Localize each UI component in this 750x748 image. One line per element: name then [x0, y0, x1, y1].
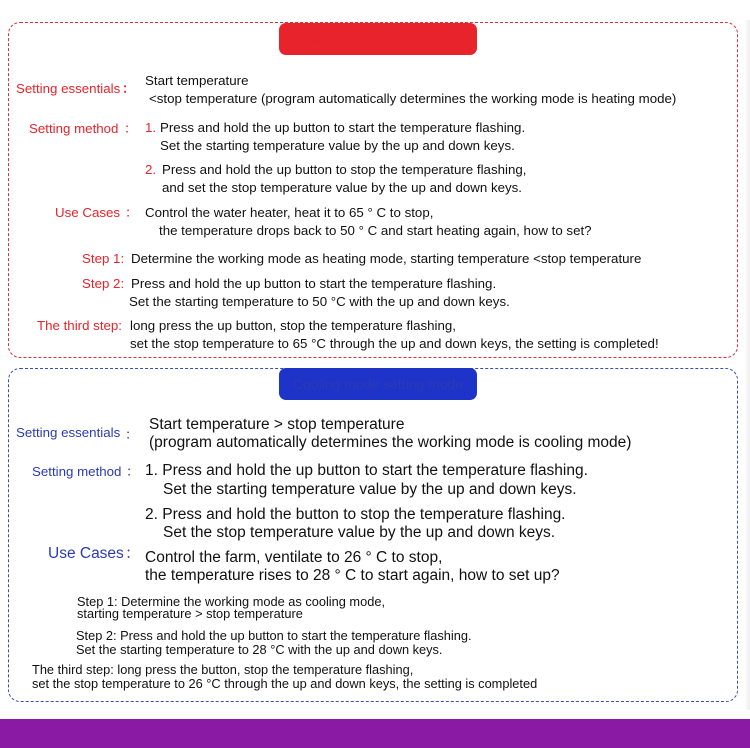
footer-bar [0, 719, 750, 748]
cooling-essentials-colon: ： [125, 427, 139, 442]
cooling-step3-line2: set the stop temperature to 26 °C through the up and down keys, the setting is completed [32, 676, 538, 691]
heating-step1-text: Determine the working mode as heating mode, starting temperature <stop temperature [131, 251, 642, 266]
heating-use-colon: ： [125, 205, 139, 220]
cooling-method-line1b: Set the starting temperature value by the up and down keys. [163, 481, 577, 498]
heating-essentials-colon: ： [122, 81, 136, 96]
cooling-method-label: Setting method [32, 464, 122, 479]
heating-step2-label: Step 2: [82, 276, 125, 291]
heating-essentials-line2: <stop temperature (program automatically determines the working mode is heating mode) [149, 91, 677, 106]
cooling-step1-line1: Step 1: Determine the working mode as cooling mode, [77, 594, 386, 609]
right-edge-shadow [744, 20, 750, 710]
heating-use-label: Use Cases [55, 205, 121, 220]
heating-method-num2: 2. [145, 162, 157, 177]
heating-essentials-line1: Start temperature [145, 73, 249, 88]
heating-step2-line2: Set the starting temperature to 50 °C with the up and down keys. [129, 294, 510, 309]
heating-step3-label: The third step: [37, 318, 122, 333]
cooling-step2-line1: Step 2: Press and hold the up button to start the temperature flashing. [76, 628, 472, 643]
heating-method-label: Setting method [29, 121, 119, 136]
heating-method-num1: 1. [145, 120, 157, 135]
cooling-title-badge: Cooling mode setting mode [279, 368, 477, 400]
heating-step3-line1: long press the up button, stop the temperature flashing, [130, 318, 456, 333]
cooling-step3-line1: The third step: long press the button, stop the temperature flashing, [32, 662, 414, 677]
cooling-essentials-line1: Start temperature > stop temperature [149, 416, 405, 433]
heating-method-line2a: Press and hold the up button to stop the temperature flashing, [162, 162, 527, 177]
heating-step3-line2: set the stop temperature to 65 °C through the up and down keys, the setting is completed! [130, 336, 659, 351]
heating-use-line2: the temperature drops back to 50 ° C and start heating again, how to set? [159, 223, 592, 238]
cooling-use-line1: Control the farm, ventilate to 26 ° C to stop, [145, 549, 443, 566]
cooling-step2-line2: Set the starting temperature to 28 °C with the up and down keys. [76, 642, 443, 657]
cooling-use-colon: ： [125, 545, 141, 562]
heating-use-line1: Control the water heater, heat it to 65 ° C to stop, [145, 205, 434, 220]
heating-method-line2b: and set the stop temperature value by the up and down keys. [162, 180, 522, 195]
heating-method-line1a: Press and hold the up button to start the temperature flashing. [160, 120, 526, 135]
cooling-use-line2: the temperature rises to 28 ° C to start again, how to set up? [145, 567, 560, 584]
cooling-essentials-line2: (program automatically determines the working mode is cooling mode) [149, 434, 632, 451]
heating-step2-line1: Press and hold the up button to start the temperature flashing. [131, 276, 497, 291]
cooling-method-colon: ： [126, 464, 140, 479]
heating-essentials-label: Setting essentials [16, 81, 121, 96]
cooling-use-label: Use Cases [48, 545, 124, 562]
cooling-step1-line2: starting temperature > stop temperature [77, 606, 303, 621]
cooling-essentials-label: Setting essentials [16, 425, 121, 440]
heating-method-line1b: Set the starting temperature value by the up and down keys. [160, 138, 515, 153]
heating-method-colon: ： [124, 121, 138, 136]
heating-step1-label: Step 1: [82, 251, 125, 266]
cooling-method-line2a: 2. Press and hold the button to stop the temperature flashing. [145, 506, 566, 523]
cooling-method-line1a: 1. Press and hold the up button to start the temperature flashing. [145, 462, 588, 479]
cooling-method-line2b: Set the stop temperature value by the up and down keys. [163, 524, 556, 541]
heating-title-badge: Heating mode setting mode [279, 23, 477, 55]
